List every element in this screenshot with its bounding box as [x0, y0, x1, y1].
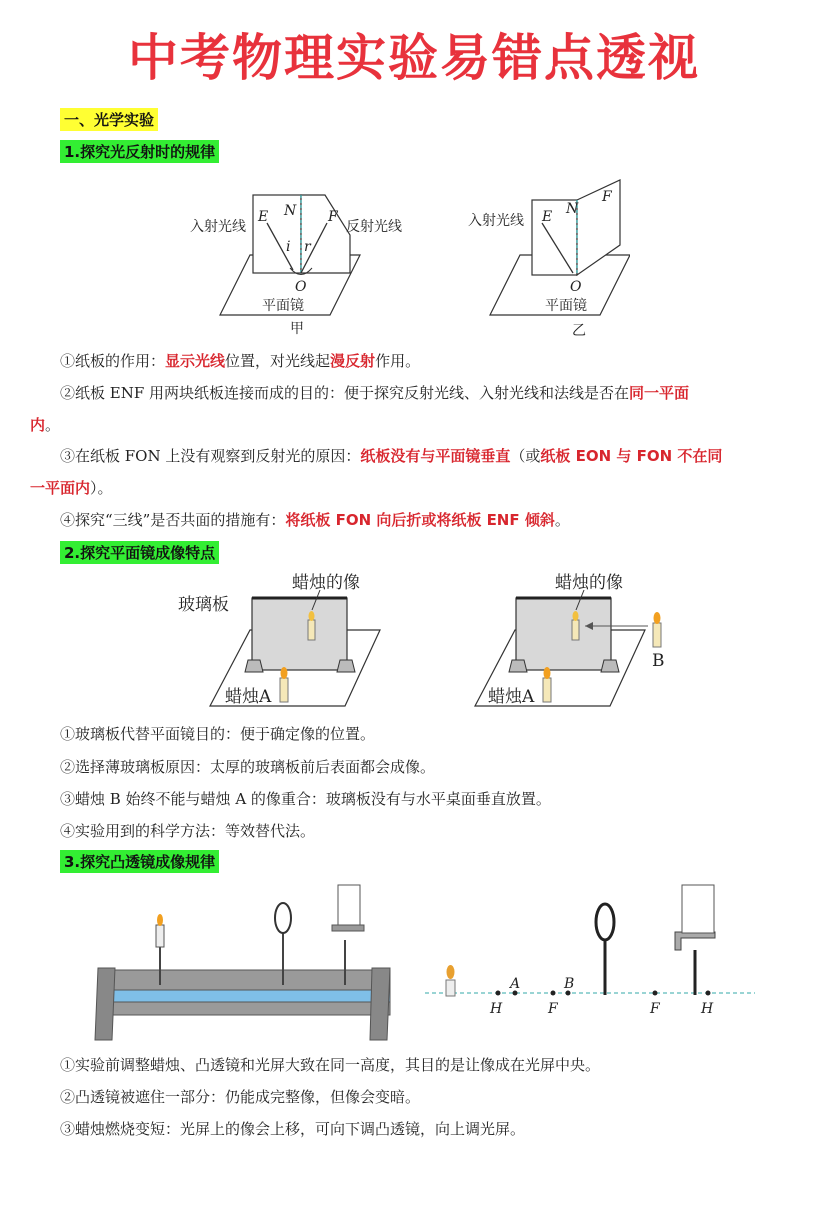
text: ③在纸板 FON 上没有观察到反射光的原因： — [60, 447, 361, 465]
label-candle-a-right: 蜡烛A — [488, 687, 535, 707]
reflection-figure-yi — [468, 180, 630, 339]
highlight: 内 — [30, 416, 46, 434]
reflection-item-1 — [60, 346, 420, 376]
highlight: 将纸板 FON 向后折或将纸板 ENF 倾斜 — [285, 511, 555, 529]
text: 位置，对光线起 — [225, 352, 331, 370]
subsection-heading-reflection: 1.探究光反射时的规律 — [60, 140, 219, 163]
label-reflected: 反射光线 — [346, 219, 402, 235]
convex-lens-item-3: ③蜡烛燃烧变短：光屏上的像会上移，可向下调凸透镜，向上调光屏。 — [60, 1120, 526, 1138]
label-F-left: F — [548, 1001, 558, 1017]
reflection-item-2 — [60, 378, 689, 408]
label-O-left: O — [295, 279, 307, 295]
reflection-item-3-cont — [30, 473, 113, 503]
highlight: 一平面内 — [30, 479, 91, 497]
plane-mirror-figure-right — [475, 573, 665, 707]
reflection-item-2-cont — [30, 410, 60, 440]
lens-schematic — [425, 885, 755, 1017]
text: ④探究“三线”是否共面的措施有： — [60, 511, 286, 529]
caption-jia: 甲 — [290, 321, 304, 337]
label-N-left: N — [284, 203, 297, 219]
label-incident-left: 入射光线 — [190, 219, 246, 235]
reflection-figure-jia — [190, 195, 402, 337]
text: ①纸板的作用： — [60, 352, 166, 370]
subsection-heading-convex-lens: 3.探究凸透镜成像规律 — [60, 850, 219, 873]
label-mirror-right: 平面镜 — [545, 298, 587, 314]
convex-lens-figure — [90, 880, 760, 1045]
convex-lens-item-2: ②凸透镜被遮住一部分：仍能成完整像，但像会变暗。 — [60, 1088, 421, 1106]
label-H-left: H — [490, 1001, 503, 1017]
plane-mirror-item-4: ④实验用到的科学方法：等效替代法。 — [60, 822, 316, 840]
label-F-right: F — [602, 189, 612, 205]
plane-mirror-item-2: ②选择薄玻璃板原因：太厚的玻璃板前后表面都会成像。 — [60, 758, 436, 776]
label-candle-a-left: 蜡烛A — [225, 687, 272, 707]
label-E-left: E — [258, 209, 269, 225]
highlight: 纸板没有与平面镜垂直 — [360, 447, 511, 465]
text: 。 — [45, 416, 61, 434]
highlight: 显示光线 — [165, 352, 226, 370]
label-i: i — [286, 239, 291, 255]
text: ）。 — [90, 479, 113, 497]
highlight: 同一平面 — [629, 384, 690, 402]
label-B: B — [564, 976, 575, 992]
highlight: 纸板 EON 与 FON 不在同 — [540, 447, 723, 465]
label-F-left: F — [328, 209, 338, 225]
plane-mirror-figure — [170, 568, 690, 716]
text: 。 — [554, 511, 570, 529]
subsection-heading-plane-mirror: 2.探究平面镜成像特点 — [60, 541, 219, 564]
reflection-item-4 — [60, 505, 570, 535]
label-image-right: 蜡烛的像 — [555, 573, 623, 593]
page-title: 中考物理实验易错点透视 — [128, 29, 700, 87]
label-F-right: F — [650, 1001, 660, 1017]
label-A: A — [510, 976, 521, 992]
label-O-right: O — [570, 279, 582, 295]
label-candle-b: B — [652, 651, 665, 671]
text: 作用。 — [375, 352, 421, 370]
label-N-right: N — [566, 201, 579, 217]
reflection-item-3 — [60, 441, 722, 471]
section-heading-optics: 一、光学实验 — [60, 108, 158, 131]
text: ②纸板 ENF 用两块纸板连接而成的目的：便于探究反射光线、入射光线和法线是否在 — [60, 384, 630, 402]
label-image-left: 蜡烛的像 — [292, 573, 360, 593]
plane-mirror-item-1: ①玻璃板代替平面镜目的：便于确定像的位置。 — [60, 725, 376, 743]
label-r: r — [304, 239, 311, 255]
convex-lens-item-1: ①实验前调整蜡烛、凸透镜和光屏大致在同一高度，其目的是让像成在光屏中央。 — [60, 1056, 601, 1074]
reflection-figure — [170, 175, 630, 345]
label-mirror-left: 平面镜 — [262, 298, 304, 314]
text: （或 — [510, 447, 541, 465]
plane-mirror-figure-left — [178, 573, 380, 707]
highlight: 漫反射 — [330, 352, 376, 370]
label-H-right: H — [701, 1001, 714, 1017]
label-incident-right: 入射光线 — [468, 213, 524, 229]
label-glass: 玻璃板 — [178, 595, 229, 615]
plane-mirror-item-3: ③蜡烛 B 始终不能与蜡烛 A 的像重合：玻璃板没有与水平桌面垂直放置。 — [60, 790, 551, 808]
label-E-right: E — [542, 209, 553, 225]
caption-yi: 乙 — [572, 323, 586, 339]
optical-bench — [95, 885, 390, 1040]
